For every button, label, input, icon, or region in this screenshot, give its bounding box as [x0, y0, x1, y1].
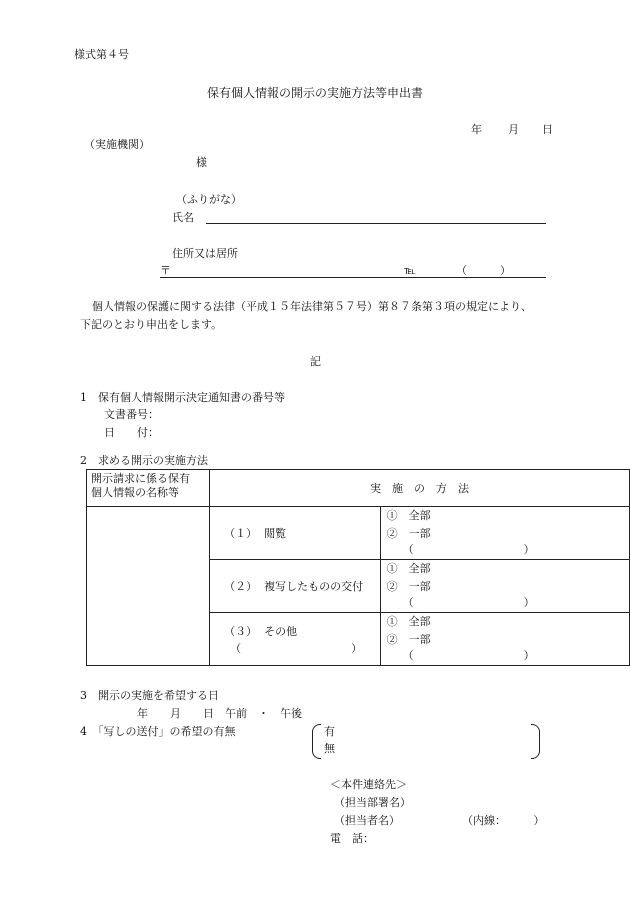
contact-heading: ＜本件連絡先＞ — [330, 778, 407, 791]
option-part-2[interactable]: ② 一部 — [386, 580, 431, 593]
section4-title: 4 「写しの送付」の希望の有無 — [80, 725, 236, 738]
option-all-1[interactable]: ① 全部 — [386, 509, 431, 522]
section3-date-line: 年 月 日 午前 ・ 午後 — [137, 707, 302, 720]
contact-dept: （担当部署名） — [334, 796, 411, 809]
method-label-3: その他 — [264, 625, 298, 638]
address-label: 住所又は居所 — [172, 247, 238, 260]
part-cell-2[interactable] — [380, 560, 629, 613]
option-part-1[interactable]: ② 一部 — [386, 527, 431, 540]
furigana-label: （ふりがな） — [176, 193, 242, 206]
option-part-3[interactable]: ② 一部 — [386, 633, 431, 646]
intro-text-line2: 下記のとおり申出をします。 — [80, 318, 223, 331]
option-paren-1: （ ） — [402, 543, 535, 556]
tel-paren: （ ） — [456, 264, 511, 277]
section1-title: 1 保有個人情報開示決定通知書の番号等 — [80, 391, 285, 404]
date-month: 月 — [508, 123, 519, 136]
option-all-3[interactable]: ① 全部 — [386, 615, 431, 628]
section1-date: 日 付： — [104, 426, 159, 439]
option-all-2[interactable]: ① 全部 — [386, 562, 431, 575]
method-num-3: （３） — [224, 625, 258, 638]
address-underline — [160, 277, 546, 278]
method-num-1: （１） — [224, 527, 258, 540]
section1-doc-number: 文書番号： — [104, 408, 159, 421]
header-left-cell — [87, 470, 210, 507]
header-right-label: 実 施 の 方 法 — [370, 482, 470, 495]
institution-honorific: 様 — [196, 156, 207, 169]
tel-mark: ℡ — [404, 264, 416, 277]
option-paren-3: （ ） — [402, 649, 535, 662]
ki-heading: 記 — [310, 355, 321, 368]
part-cell-1[interactable] — [380, 507, 629, 560]
methods-table — [86, 469, 630, 666]
info-name-cell[interactable] — [87, 507, 210, 666]
method-num-2: （２） — [224, 580, 258, 593]
section3-title: 3 開示の実施を希望する日 — [80, 689, 219, 702]
name-label: 氏名 — [172, 211, 194, 224]
contact-extension: （内線： ） — [462, 814, 545, 827]
section2-title: 2 求める開示の実施方法 — [80, 454, 208, 467]
method-sub-3: （ ） — [230, 642, 363, 655]
method-label-2: 複写したものの交付 — [264, 580, 364, 593]
institution-label: （実施機関） — [84, 138, 150, 151]
part-cell-3[interactable] — [380, 613, 629, 666]
header-left-line2: 個人情報の名称等 — [91, 486, 179, 499]
option-no[interactable]: 無 — [324, 742, 335, 755]
option-yes[interactable]: 有 — [324, 725, 335, 738]
header-right-cell — [210, 470, 630, 507]
postal-mark: 〒 — [160, 264, 171, 277]
intro-text-line1: 個人情報の保護に関する法律（平成１５年法律第５７号）第８７条第３項の規定により、 — [92, 300, 532, 313]
date-day: 日 — [542, 123, 553, 136]
contact-person: （担当者名） — [334, 814, 400, 827]
method-cell-2 — [210, 560, 381, 613]
method-cell-3 — [210, 613, 381, 666]
form-number: 様式第４号 — [74, 48, 129, 61]
right-brace — [531, 724, 540, 759]
form-title: 保有個人情報の開示の実施方法等申出書 — [207, 86, 424, 100]
header-left-line1: 開示請求に係る保有 — [91, 472, 190, 485]
date-year: 年 — [471, 123, 482, 136]
left-brace — [312, 724, 321, 759]
name-underline — [206, 223, 546, 224]
contact-phone: 電 話： — [330, 832, 374, 845]
option-paren-2: （ ） — [402, 596, 535, 609]
method-label-1: 閲覧 — [264, 527, 287, 540]
method-cell-1 — [210, 507, 381, 560]
